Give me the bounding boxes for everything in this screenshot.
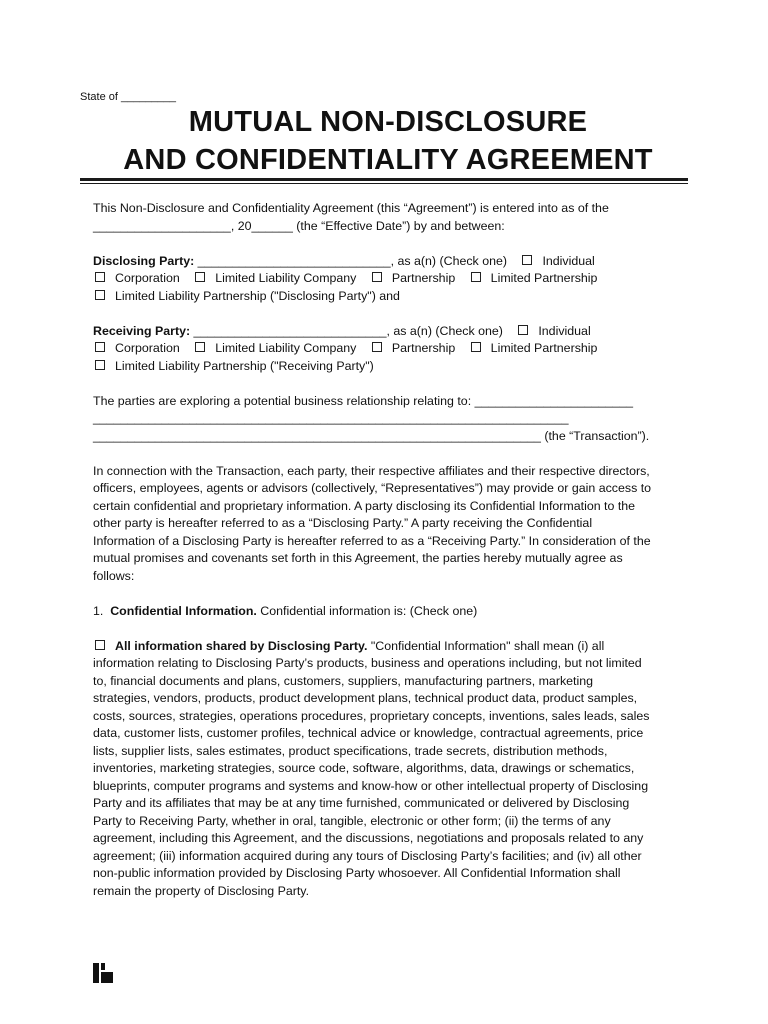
receiving-party-label: Receiving Party: bbox=[93, 323, 191, 338]
receiving-party-blank: ____________________________, as a(n) (Check one) bbox=[190, 323, 503, 338]
option-all-line: inventories, marketing strategies, source code, software, algorithms, data, drawings or schematics, bbox=[93, 761, 635, 775]
document-title-line2: AND CONFIDENTIALITY AGREEMENT bbox=[123, 144, 653, 176]
receiving-llc-label: Limited Liability Company bbox=[215, 341, 357, 355]
connection-line: other party is hereafter referred to as a “Disclosing Party.” A party receiving the Confidential bbox=[93, 516, 593, 530]
checkbox-receiving-individual[interactable] bbox=[518, 325, 528, 335]
transaction-line-1: The parties are exploring a potential business relationship relating to: _______________________ bbox=[93, 393, 634, 408]
option-all-first-line bbox=[93, 638, 678, 656]
receiving-llp-label: Limited Liability Partnership ("Receiving Party") bbox=[115, 358, 374, 373]
option-all-line: lists, supplier lists, sales estimates, product specifications, trade secrets, distribution methods, bbox=[93, 743, 608, 758]
title-rule-thin bbox=[80, 183, 688, 184]
checkbox-disclosing-individual[interactable] bbox=[522, 255, 532, 265]
option-all-first-text: "Confidential Information" shall mean (i) all bbox=[367, 638, 605, 653]
transaction-line-2: _____________________________________________________________________ bbox=[93, 411, 569, 425]
transaction-line-3: _________________________________________________________________ (the “Transaction”). bbox=[93, 428, 650, 443]
connection-line: mutual promises and covenants set forth in this Agreement, the parties hereby mutually agree as bbox=[93, 551, 623, 565]
disclosing-lp-label: Limited Partnership bbox=[490, 271, 598, 285]
disclosing-partnership-label: Partnership bbox=[391, 271, 456, 285]
checkbox-disclosing-llc[interactable] bbox=[195, 272, 205, 282]
disclosing-corporation-label: Corporation bbox=[115, 271, 180, 285]
intro-line-2: ____________________, 20______ (the “Effective Date”) by and between: bbox=[93, 218, 505, 233]
disclosing-party-line bbox=[93, 253, 678, 271]
intro-line-1: This Non-Disclosure and Confidentiality Agreement (this “Agreement”) is entered into as of the bbox=[93, 201, 609, 215]
disclosing-llc-label: Limited Liability Company bbox=[215, 271, 357, 285]
legal-templates-logo-icon bbox=[92, 962, 114, 984]
option-all-line: agreement; (iii) information acquired during any tours of Disclosing Party’s facilities; and (iv) all other bbox=[93, 848, 642, 863]
checkbox-receiving-llp[interactable] bbox=[95, 360, 105, 370]
checkbox-disclosing-partnership[interactable] bbox=[372, 272, 382, 282]
checkbox-receiving-lp[interactable] bbox=[471, 342, 481, 352]
option-all-heading: All information shared by Disclosing Party. bbox=[115, 638, 368, 653]
section-1-heading bbox=[93, 603, 678, 621]
receiving-partnership-label: Partnership bbox=[391, 341, 456, 355]
receiving-corporation-label: Corporation bbox=[115, 341, 180, 355]
checkbox-disclosing-llp[interactable] bbox=[95, 290, 105, 300]
disclosing-llp-label: Limited Liability Partnership ("Disclosing Party") and bbox=[115, 288, 400, 303]
receiving-party-line bbox=[93, 323, 678, 341]
disclosing-party-blank: ____________________________, as a(n) (Check one) bbox=[194, 253, 507, 268]
checkbox-receiving-partnership[interactable] bbox=[372, 342, 382, 352]
connection-line: Information of a Disclosing Party is hereafter referred to as a “Receiving Party.” In consideration of the bbox=[93, 533, 651, 548]
disclosing-individual-label: Individual bbox=[542, 253, 595, 268]
option-all-line: blueprints, computer programs and systems and know-how or other intellectual property of Disclosing bbox=[93, 778, 649, 793]
disclosing-party-label: Disclosing Party: bbox=[93, 253, 195, 268]
option-all-line: Party to Receiving Party, whether in oral, tangible, electronic or other form; (ii) the terms of any bbox=[93, 813, 611, 828]
disclosing-options-line bbox=[93, 270, 678, 288]
checkbox-disclosing-corporation[interactable] bbox=[95, 272, 105, 282]
connection-line: certain confidential and proprietary information. A party disclosing its Confidential Information to the bbox=[93, 498, 636, 513]
checkbox-disclosing-lp[interactable] bbox=[471, 272, 481, 282]
receiving-lp-label: Limited Partnership bbox=[490, 341, 598, 355]
section-1-title: Confidential Information. bbox=[110, 603, 257, 618]
receiving-individual-label: Individual bbox=[538, 323, 591, 338]
document-body bbox=[93, 200, 678, 900]
option-all-line: information relating to Disclosing Party’s products, business and operations including, but not limited bbox=[93, 656, 642, 670]
option-all-line: strategies, vendors, products, product development plans, technical product data, product samples, bbox=[93, 691, 638, 705]
option-all-line: data, customer lists, customer profiles, technical advice or knowledge, contractual agreements, price bbox=[93, 726, 644, 740]
disclosing-llp-line bbox=[93, 288, 678, 306]
section-1-number: 1. bbox=[93, 603, 104, 618]
checkbox-all-information[interactable] bbox=[95, 640, 105, 650]
document-title-line1: MUTUAL NON-DISCLOSURE bbox=[188, 106, 588, 138]
receiving-llp-line bbox=[93, 358, 678, 376]
state-line: State of _________ bbox=[80, 91, 177, 103]
connection-line: follows: bbox=[93, 568, 135, 583]
receiving-options-line bbox=[93, 340, 678, 358]
connection-line: In connection with the Transaction, each party, their respective affiliates and their respective directors, bbox=[93, 463, 650, 478]
option-all-line: to, financial documents and plans, customers, suppliers, manufacturing partners, marketing bbox=[93, 673, 594, 688]
option-all-line: costs, sources, strategies, operations procedures, proprietary concepts, inventions, sales leads, sales bbox=[93, 708, 650, 723]
option-all-line: remain the property of Disclosing Party. bbox=[93, 883, 310, 898]
checkbox-receiving-llc[interactable] bbox=[195, 342, 205, 352]
option-all-line: agreement, including this Agreement, and the discussions, negotiations and proposals related to any bbox=[93, 831, 644, 845]
section-1-text: Confidential information is: (Check one) bbox=[256, 603, 478, 618]
checkbox-receiving-corporation[interactable] bbox=[95, 342, 105, 352]
option-all-line: non-public information provided by Disclosing Party whosoever. All Confidential Information shall bbox=[93, 866, 621, 880]
title-rule-thick bbox=[80, 178, 688, 181]
option-all-line: Party and its affiliates that may be at any time furnished, communicated or delivered by Disclosing bbox=[93, 796, 630, 810]
connection-line: officers, employees, agents or advisors (collectively, “Representatives”) may provide or gain access to bbox=[93, 481, 652, 495]
